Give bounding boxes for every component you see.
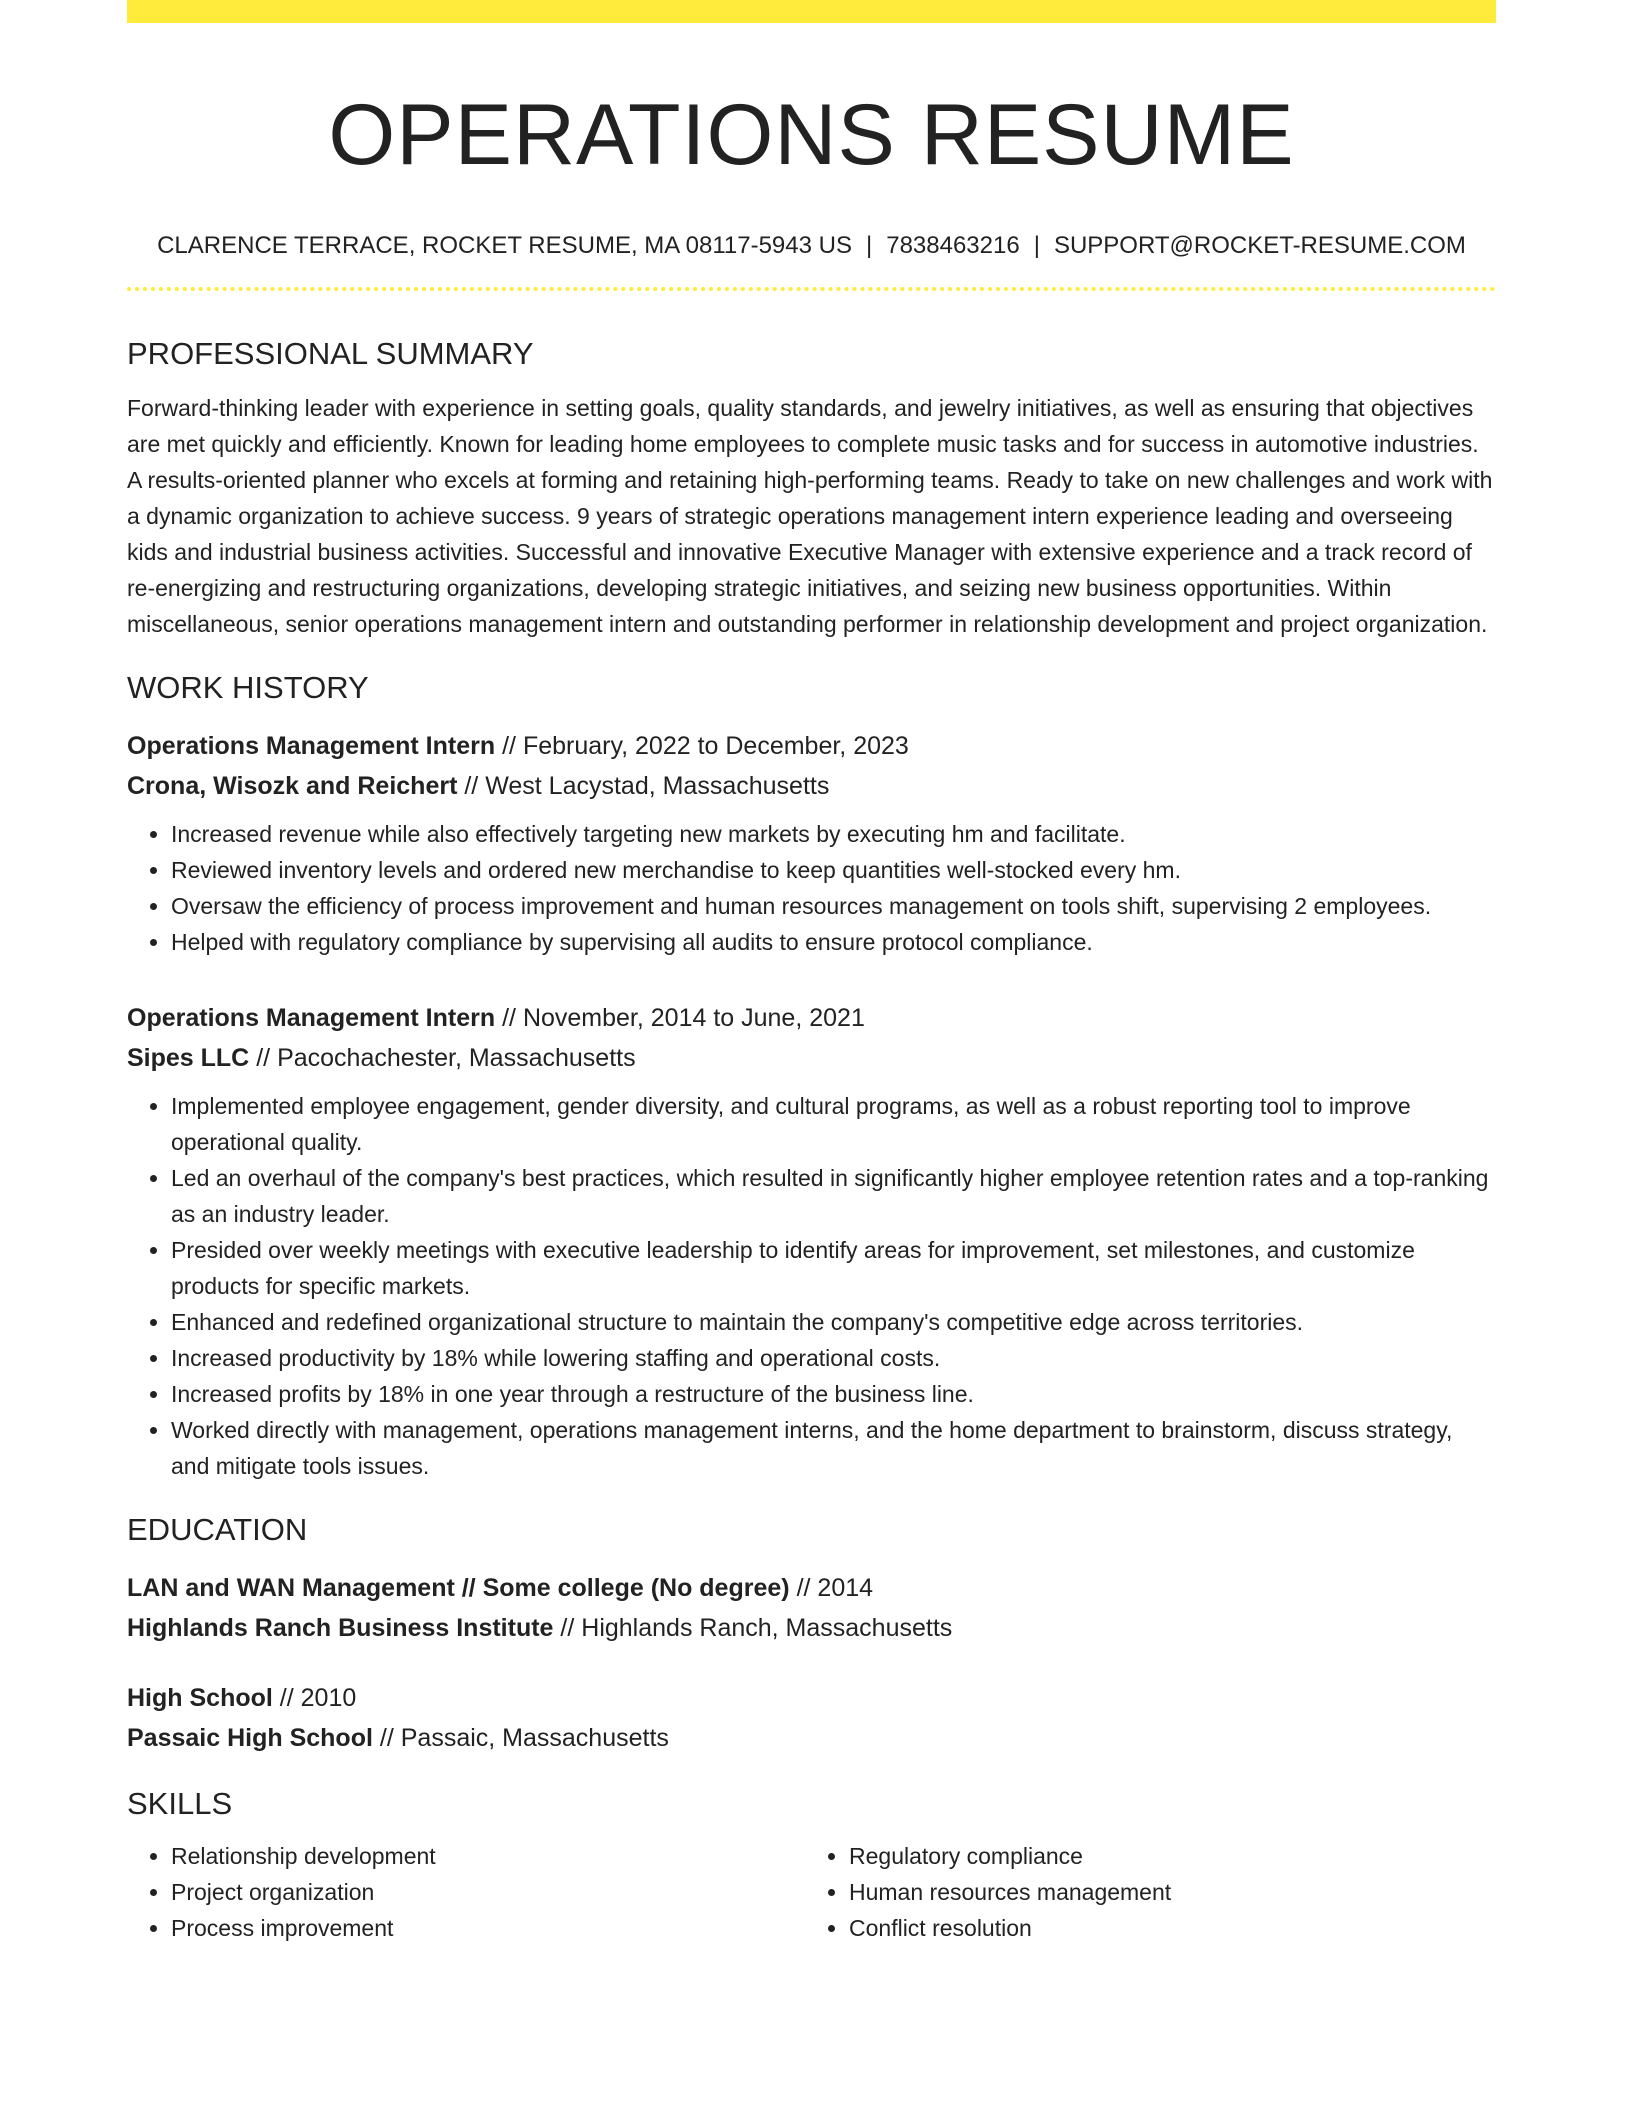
job-role: Operations Management Intern [127,732,496,760]
job-entry [127,998,1496,1484]
job-divider: // [502,732,516,760]
job-location: West Lacystad, Massachusetts [485,772,830,800]
skills-column-right [801,1838,1479,1946]
education-degree-line [127,1568,1496,1608]
job-bullet: • Oversaw the efficiency of process improvement and human resources management on tools shift, supervising 2 employees. [171,888,1496,924]
job-location: Pacochachester, Massachusetts [277,1044,636,1072]
education-divider: // [379,1724,394,1752]
resume-title: OPERATIONS RESUME [328,87,1295,183]
job-bullet: • Implemented employee engagement, gender diversity, and cultural programs, as well as a robust reporting tool to improve operational quality. [171,1088,1496,1160]
education-divider: // [796,1574,811,1602]
job-role-line [127,998,1496,1038]
contact-email: SUPPORT@ROCKET-RESUME.COM [1053,232,1466,259]
skill-item: • Process improvement [171,1910,801,1946]
job-bullets [127,1088,1496,1484]
education-divider: // [560,1614,575,1642]
dotted-divider [127,287,1496,291]
education-year: 2014 [817,1574,874,1602]
summary-heading: PROFESSIONAL SUMMARY [127,336,534,371]
education-entry [127,1568,1496,1648]
job-company-line [127,1038,1496,1078]
job-bullet: • Presided over weekly meetings with executive leadership to identify areas for improvement, set milestones, and customize products for specific markets. [171,1232,1496,1304]
skill-item: • Conflict resolution [849,1910,1479,1946]
job-divider: // [464,772,479,800]
job-company-line [127,766,1496,806]
job-bullets [127,816,1496,960]
education-degree: High School [127,1684,273,1712]
work-history-heading: WORK HISTORY [127,670,369,705]
contact-address: CLARENCE TERRACE, ROCKET RESUME, MA 08117-5943 US [157,232,852,259]
skill-item: • Human resources management [849,1874,1479,1910]
skill-item: • Project organization [171,1874,801,1910]
contact-separator: | [1033,232,1040,259]
education-location: Passaic, Massachusetts [400,1724,669,1752]
job-company: Sipes LLC [127,1044,250,1072]
skills-column-left [127,1838,801,1946]
education-heading: EDUCATION [127,1512,308,1547]
skill-item: • Relationship development [171,1838,801,1874]
job-entry [127,726,1496,960]
education-degree: LAN and WAN Management // Some college (No degree) [127,1574,790,1602]
job-bullet: • Increased productivity by 18% while lowering staffing and operational costs. [171,1340,1496,1376]
education-school-line [127,1718,1496,1758]
contact-separator: | [865,232,873,259]
education-school: Passaic High School [127,1724,373,1752]
education-degree-line [127,1678,1496,1718]
skills-list [127,1838,1496,1946]
education-location: Highlands Ranch, Massachusetts [581,1614,953,1642]
education-year: 2010 [300,1684,357,1712]
skill-item: • Regulatory compliance [849,1838,1479,1874]
skills-heading: SKILLS [127,1786,233,1821]
contact-phone: 7838463216 [886,232,1020,259]
education-school-line [127,1608,1496,1648]
job-bullet: • Increased profits by 18% in one year through a restructure of the business line. [171,1376,1496,1412]
job-divider: // [256,1044,271,1072]
job-bullet: • Increased revenue while also effectively targeting new markets by executing hm and facilitate. [171,816,1496,852]
education-entry [127,1678,1496,1758]
job-bullet: • Helped with regulatory compliance by supervising all audits to ensure protocol compliance. [171,924,1496,960]
education-school: Highlands Ranch Business Institute [127,1614,554,1642]
contact-line [127,231,1496,261]
summary-text: Forward-thinking leader with experience in setting goals, quality standards, and jewelry initiatives, as well as ensuring that objectives are met quickly and efficiently. Known for leading home employees to complete music tasks and for success in automotive industries. A results-oriented planner who excels at forming and retaining high-performing teams. Ready to take on new challenges and work with a dynamic organization to achieve success. 9 years of strategic operations management intern experience leading and overseeing kids and industrial business activities. Successful and innovative Executive Manager with extensive experience and a track record of re-energizing and restructuring organizations, developing strategic initiatives, and seizing new business opportunities. Within miscellaneous, senior operations management intern and outstanding performer in relationship development and project organization. [127,395,1493,637]
accent-top-bar [127,0,1496,23]
job-dates: November, 2014 to June, 2021 [522,1004,865,1032]
job-bullet: • Enhanced and redefined organizational structure to maintain the company's competitive edge across territories. [171,1304,1496,1340]
job-bullet: • Reviewed inventory levels and ordered new merchandise to keep quantities well-stocked every hm. [171,852,1496,888]
resume-page [127,0,1496,1946]
job-role-line [127,726,1496,766]
education-divider: // [279,1684,294,1712]
job-company: Crona, Wisozk and Reichert [127,772,458,800]
job-divider: // [502,1004,516,1032]
job-bullet: • Led an overhaul of the company's best practices, which resulted in significantly higher employee retention rates and a top-ranking as an industry leader. [171,1160,1496,1232]
job-bullet: • Worked directly with management, operations management interns, and the home department to brainstorm, discuss strategy, and mitigate tools issues. [171,1412,1496,1484]
job-dates: February, 2022 to December, 2023 [522,732,909,760]
job-role: Operations Management Intern [127,1004,496,1032]
